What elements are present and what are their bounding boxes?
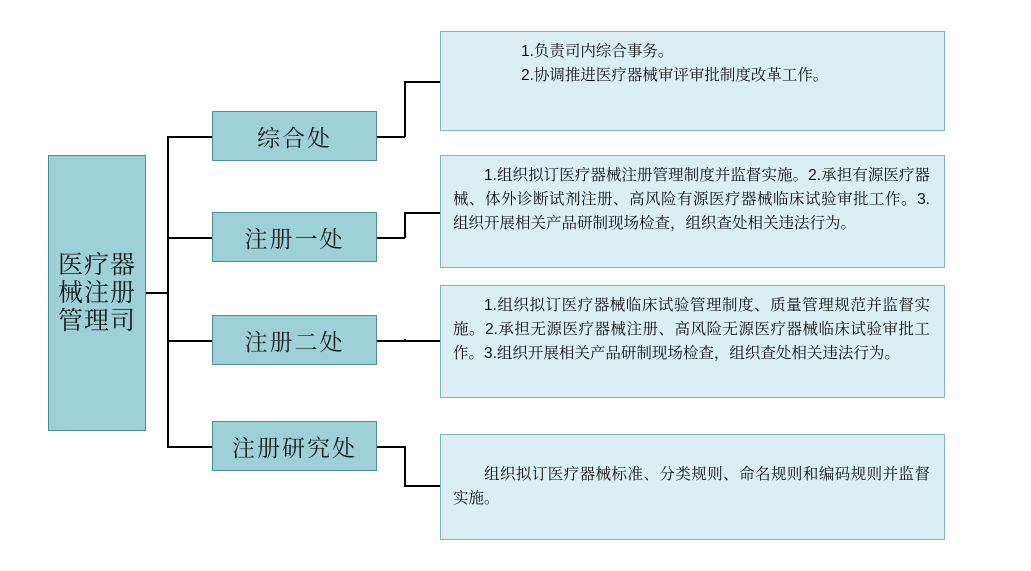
connector-dept2-in <box>404 212 440 214</box>
desc-line: 1.负责司内综合事务。 <box>521 43 674 60</box>
desc-box-registration-one <box>440 155 945 268</box>
desc-line: 组织拟订医疗器械标准、分类规则、命名规则和编码规则并监督实施。 <box>453 466 930 508</box>
dept-node-label: 注册二处 <box>244 328 345 355</box>
desc-line: 1.组织拟订医疗器械临床试验管理制度、质量管理规范并监督实施。2.承担无源医疗器械注册、高风险无源医疗器械临床试验审批工作。3.组织开展相关产品研制现场检查，组织查处相关违法行为。 <box>453 297 930 363</box>
connector-dept4-in <box>404 485 440 487</box>
desc-box-registration-two <box>440 285 945 398</box>
desc-box-registration-research <box>440 434 945 540</box>
dept-node-registration-two[interactable] <box>212 315 377 365</box>
dept-node-label: 注册研究处 <box>232 434 357 461</box>
connector-dept4-out <box>377 446 405 448</box>
connector-branch-3 <box>167 340 212 342</box>
connector-dept2-out <box>377 237 405 239</box>
desc-line: 1.组织拟订医疗器械注册管理制度并监督实施。2.承担有源医疗器械、体外诊断试剂注册、高风险有源医疗器械临床试验审批工作。3.组织开展相关产品研制现场检查，组织查处相关违法行为。 <box>453 167 930 233</box>
connector-branch-4 <box>167 446 212 448</box>
connector-dept1-out <box>377 136 405 138</box>
connector-dept1-in <box>404 81 440 83</box>
dept-node-registration-one[interactable] <box>212 212 377 262</box>
dept-node-registration-research[interactable] <box>212 421 377 471</box>
desc-box-general-office <box>440 31 945 131</box>
connector-dept3-out <box>377 340 405 342</box>
root-node-label: 医疗器械注册管理司 <box>57 251 136 335</box>
connector-branch-2 <box>167 237 212 239</box>
desc-line: 2.协调推进医疗器械审评审批制度改革工作。 <box>521 67 829 85</box>
root-node-medical-device-registration[interactable] <box>48 155 146 431</box>
connector-root-trunk <box>146 292 168 294</box>
connector-dept3-in <box>404 340 440 342</box>
dept-node-general-office[interactable] <box>212 111 377 161</box>
connector-dept4-riser <box>404 446 406 486</box>
connector-dept1-riser <box>404 81 406 137</box>
dept-node-label: 综合处 <box>257 124 332 151</box>
connector-branch-1 <box>167 136 212 138</box>
dept-node-label: 注册一处 <box>244 225 345 252</box>
connector-vertical-spine <box>167 136 169 448</box>
connector-dept2-riser <box>404 212 406 238</box>
